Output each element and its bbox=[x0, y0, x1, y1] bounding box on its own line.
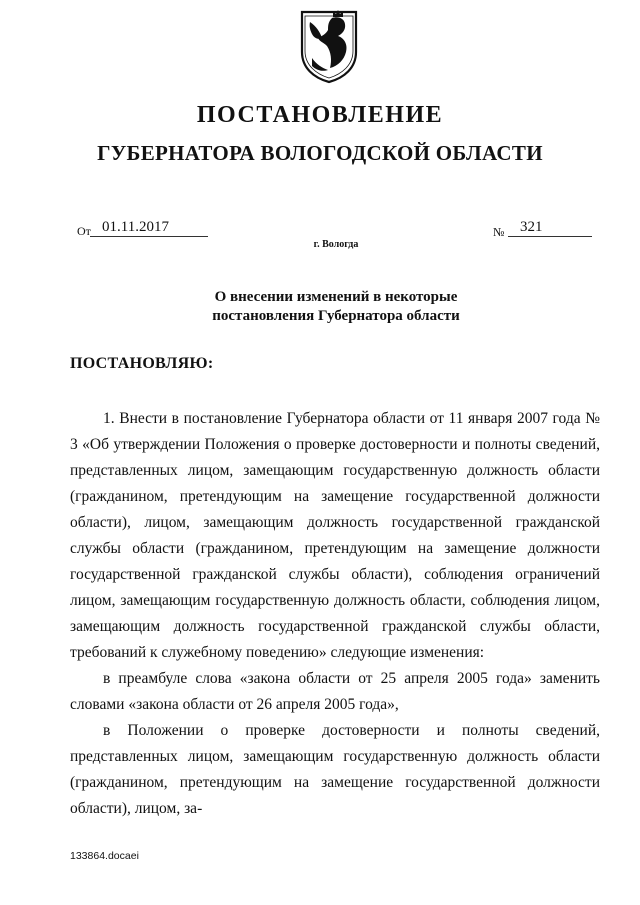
body-paragraph: в Положении о проверке достоверности и полноты сведений, представленных лицом, замещающим государственную должность области (гражданином, претендующим на замещение государственной должности области), лицом, за- bbox=[70, 722, 600, 817]
subject-line: О внесении изменений в некоторые bbox=[214, 289, 458, 305]
body-paragraph: в преамбуле слова «закона области от 25 апреля 2005 года» заменить словами «закона области от 26 апреля 2005 года», bbox=[70, 670, 600, 713]
subject-line: постановления Губернатора области bbox=[212, 308, 460, 324]
decree-word: ПОСТАНОВЛЯЮ: bbox=[70, 355, 214, 372]
number-label: № bbox=[493, 225, 505, 239]
city-name: г. Вологда bbox=[313, 239, 359, 250]
body-paragraph: 1. Внести в постановление Губернатора области от 11 января 2007 года № 3 «Об утверждении Положения о проверке достоверности и полноты сведений, представленных лицом, замещающим государственную должность области (гражданином, претендующим на замещение государственной должности области), лицом, замещающим должность государственной гражданской службы области (гражданином, претендующим на замещение должности государственной гражданской службы области), соблюдения ограничений лицом, замещающим государственную должность области, соблюдения лицом, замещающим должность государственной гражданской службы области, требований к служебному поведению» следующие изменения: bbox=[70, 410, 600, 661]
document-date: 01.11.2017 bbox=[90, 219, 208, 237]
document-body bbox=[70, 406, 600, 822]
vologda-coat-of-arms-icon bbox=[298, 8, 360, 84]
date-label: От bbox=[77, 224, 91, 238]
document-subtitle: ГУБЕРНАТОРА ВОЛОГОДСКОЙ ОБЛАСТИ bbox=[97, 141, 543, 165]
document-title: ПОСТАНОВЛЕНИЕ bbox=[196, 102, 444, 128]
document-id: 133864.docaei bbox=[70, 850, 139, 862]
document-subject bbox=[0, 288, 640, 326]
document-number: 321 bbox=[508, 219, 592, 237]
